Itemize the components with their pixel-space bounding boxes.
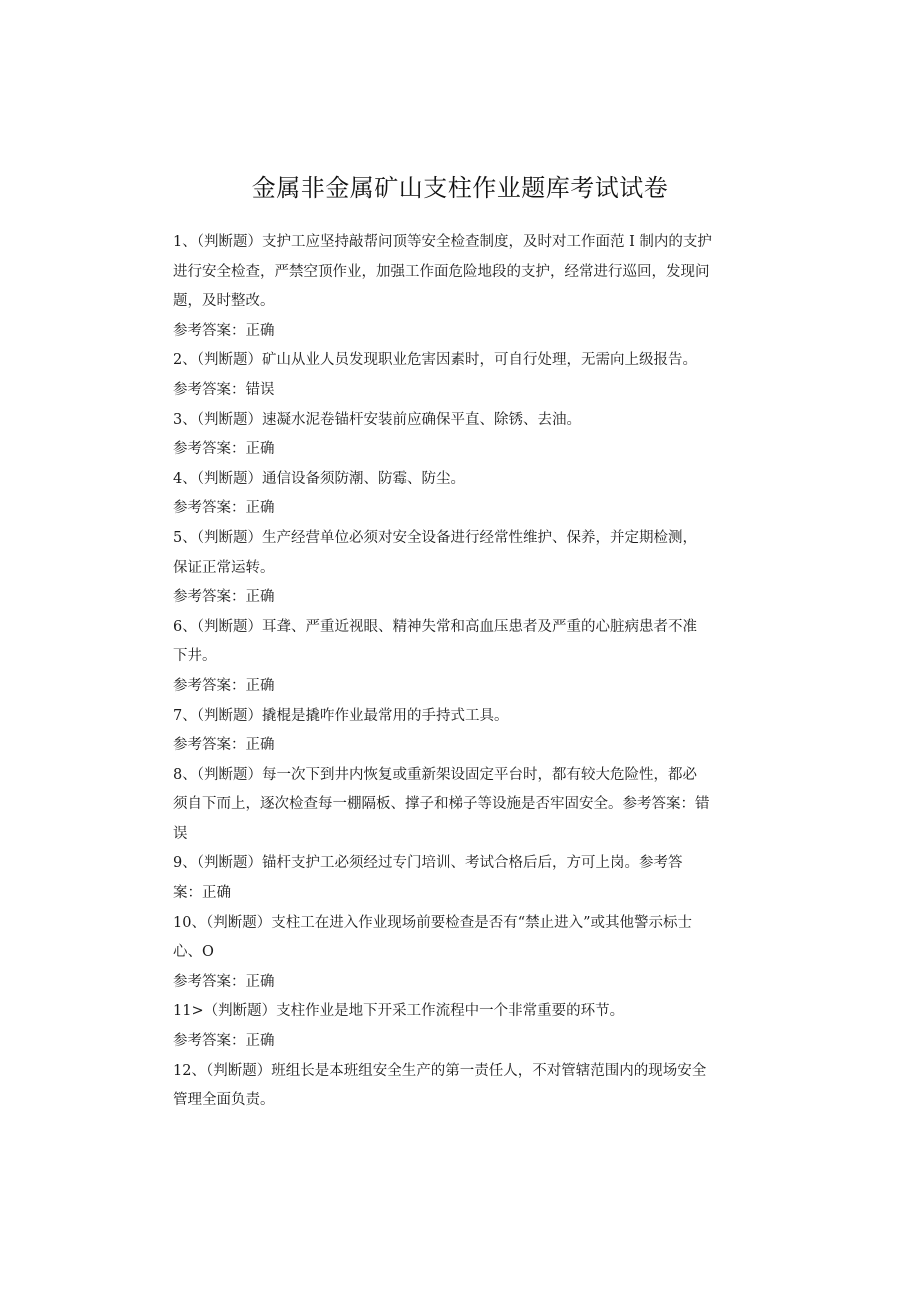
- text-line: 进行安全检查，严禁空顶作业，加强工作面危险地段的支护，经常进行巡回，发现问: [173, 263, 710, 280]
- text-line: 11>（判断题）支柱作业是地下开采工作流程中一个非常重要的环节。: [173, 1003, 625, 1020]
- text-line: 须自下而上，逐次检查每一棚隔板、撑子和梯子等设施是否牢固安全。参考答案：错: [173, 796, 710, 813]
- answer-line: 参考答案：正确: [173, 677, 275, 694]
- answer-line: 参考答案：正确: [173, 589, 275, 606]
- question-list: [173, 228, 755, 1116]
- answer-line: 参考答案：正确: [173, 973, 275, 990]
- answer-line: 参考答案：正确: [173, 441, 275, 458]
- text-line: 心、O: [173, 944, 214, 961]
- text-line: 12、（判断题）班组长是本班组安全生产的第一责任人，不对管辖范围内的现场安全: [173, 1062, 707, 1079]
- text-line: 题，及时整改。: [173, 293, 275, 310]
- text-line: 5、（判断题）生产经营单位必须对安全设备进行经常性维护、保养，并定期检测，: [173, 529, 697, 546]
- text-line: 4、（判断题）通信设备须防潮、防霉、防尘。: [173, 470, 465, 487]
- text-line: 7、（判断题）撬棍是撬咋作业最常用的手持式工具。: [173, 707, 509, 724]
- page-title: 金属非金属矿山支柱作业题库考试试卷: [251, 174, 669, 202]
- text-line: 10、（判断题）支柱工在进入作业现场前要检查是否有“禁止进入”或其他警示标士: [173, 914, 693, 931]
- text-line: 2、（判断题）矿山从业人员发现职业危害因素时，可自行处理，无需向上级报告。: [173, 352, 697, 369]
- text-line: 案：正确: [173, 885, 231, 902]
- text-line: 下井。: [173, 648, 217, 665]
- answer-line: 参考答案：正确: [173, 322, 275, 339]
- text-line: 3、（判断题）速凝水泥卷锚杆安装前应确保平直、除锈、去油。: [173, 411, 581, 428]
- text-line: 9、（判断题）锚杆支护工必须经过专门培训、考试合格后后，方可上岗。参考答: [173, 855, 683, 872]
- text-line: 保证正常运转。: [173, 559, 275, 576]
- answer-line: 参考答案：正确: [173, 1033, 275, 1050]
- answer-line: 参考答案：错误: [173, 381, 275, 398]
- text-line: 误: [173, 825, 188, 842]
- answer-line: 参考答案：正确: [173, 737, 275, 754]
- text-line: 管理全面负责。: [173, 1092, 275, 1109]
- text-line: 8、（判断题）每一次下到井内恢复或重新架设固定平台时，都有较大危险性，都必: [173, 766, 697, 783]
- text-line: 6、（判断题）耳聋、严重近视眼、精神失常和高血压患者及严重的心脏病患者不准: [173, 618, 697, 635]
- text-line: 1、（判断题）支护工应坚持敲帮问顶等安全检查制度，及时对工作面范 I 制内的支护: [173, 234, 712, 250]
- answer-line: 参考答案：正确: [173, 500, 275, 517]
